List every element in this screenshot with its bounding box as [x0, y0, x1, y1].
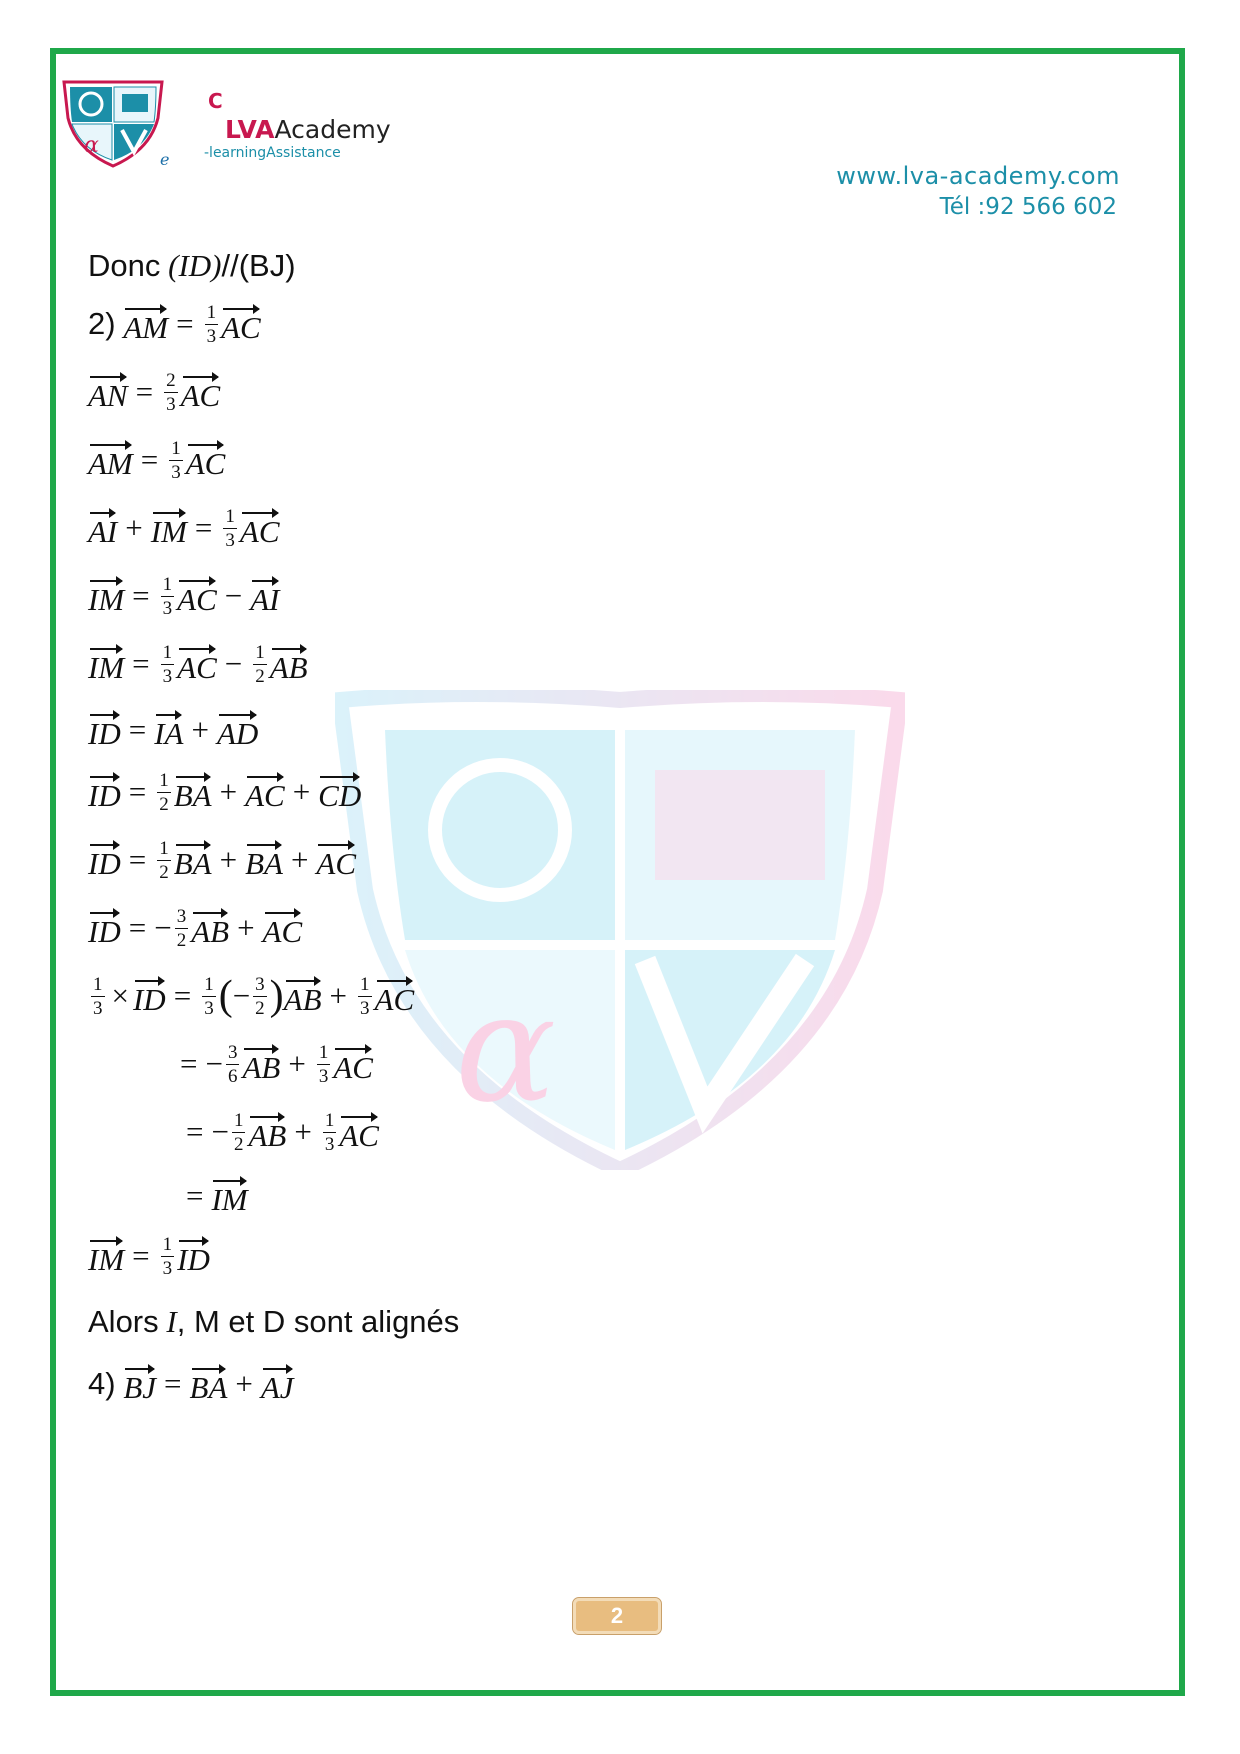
vector-ac: AC	[339, 1110, 379, 1154]
fraction: $\frac{3}{2}$	[255, 973, 265, 1019]
svg-text:α: α	[84, 133, 99, 158]
brand-academy: Academy	[274, 115, 391, 144]
fraction: $\frac{1}{2}$	[159, 769, 169, 815]
label-2: 2)	[88, 306, 116, 341]
fraction: $\frac{3}{2}$	[176, 905, 187, 951]
vector-ac: AC	[333, 1042, 373, 1086]
vector-ac: AC	[375, 974, 415, 1018]
vector-ac: AC	[263, 906, 303, 950]
brand-e: e	[160, 150, 170, 169]
vector-cd: CD	[318, 770, 361, 814]
vector-ba: BA	[245, 838, 283, 882]
vector-id: ID	[88, 906, 121, 950]
lva-shield-logo-icon	[58, 78, 168, 168]
vector-id: ID	[88, 708, 121, 752]
math-line-12: $\frac{1}{3}$ × ID = $\frac{1}{3}$ ( − $\frac{3}{2}$ ) AB + $\frac{1}{3}$ AC	[93, 973, 415, 1019]
vector-im: IM	[151, 506, 187, 550]
expr-i: I	[166, 1304, 177, 1339]
contact-block	[836, 162, 1120, 220]
fraction: $\frac{1}{3}$	[324, 1109, 335, 1155]
fraction: $\frac{3}{6}$	[227, 1041, 238, 1087]
svg-text:α: α	[455, 962, 557, 1136]
vector-ac: AC	[177, 642, 217, 686]
fraction: $\frac{2}{3}$	[166, 369, 176, 415]
label-4: 4)	[88, 1366, 116, 1401]
vector-ai: AI	[88, 506, 117, 550]
vector-ad: AD	[217, 708, 258, 752]
math-line-11: ID = − $\frac{3}{2}$ AB + AC	[88, 905, 303, 951]
math-line-14: = − $\frac{1}{2}$ AB + $\frac{1}{3}$ AC	[186, 1109, 379, 1155]
vector-ba: BA	[174, 838, 212, 882]
vector-bj: BJ	[123, 1362, 156, 1406]
vector-aj: AJ	[261, 1362, 294, 1406]
watermark-shield-icon	[335, 690, 905, 1170]
math-line-4: AM = $\frac{1}{3}$ AC	[88, 437, 226, 483]
math-line-8: ID = IA + AD	[88, 708, 258, 752]
fraction: $\frac{1}{3}$	[360, 973, 370, 1019]
math-line-13: = − $\frac{3}{6}$ AB + $\frac{1}{3}$ AC	[180, 1041, 373, 1087]
vector-id: ID	[133, 974, 166, 1018]
fraction: $\frac{1}{2}$	[255, 641, 265, 687]
vector-ab: AB	[248, 1110, 286, 1154]
fraction: $\frac{1}{2}$	[233, 1109, 244, 1155]
vector-id: ID	[177, 1234, 210, 1278]
vector-ab: AB	[284, 974, 322, 1018]
fraction: $\frac{1}{3}$	[318, 1041, 329, 1087]
vector-im: IM	[88, 642, 124, 686]
website-link[interactable]: www.lva-academy.com	[836, 162, 1120, 190]
phone-number: Tél :92 566 602	[939, 194, 1117, 220]
vector-ab: AB	[270, 642, 308, 686]
vector-ab: AB	[191, 906, 229, 950]
fraction: $\frac{1}{3}$	[206, 301, 217, 347]
math-line-7: IM = $\frac{1}{3}$ AC − $\frac{1}{2}$ AB	[88, 641, 308, 687]
text-bj: //(BJ)	[221, 248, 296, 283]
vector-an: AN	[88, 370, 128, 414]
brand-c: C	[208, 89, 223, 113]
vector-ac: AC	[186, 438, 226, 482]
vector-am: AM	[88, 438, 133, 482]
vector-id: ID	[88, 838, 121, 882]
vector-im: IM	[88, 1234, 124, 1278]
brand-tagline: -learningAssistance	[204, 145, 341, 161]
brand-lva: LVA	[225, 115, 275, 144]
vector-im: IM	[88, 574, 124, 618]
text-donc: Donc	[88, 248, 161, 283]
vector-ac: AC	[177, 574, 217, 618]
vector-ac: AC	[181, 370, 221, 414]
math-line-18: 4) BJ = BA + AJ	[88, 1362, 294, 1406]
math-line-2: 2) AM = $\frac{1}{3}$ AC	[88, 301, 261, 347]
expr-id: (ID)	[168, 248, 222, 283]
math-line-9: ID = $\frac{1}{2}$ BA + AC + CD	[88, 769, 362, 815]
fraction: $\frac{1}{3}$	[162, 573, 173, 619]
math-line-15: = IM	[186, 1174, 248, 1218]
vector-ba: BA	[174, 770, 212, 814]
fraction: $\frac{1}{3}$	[93, 973, 103, 1019]
vector-ia: IA	[154, 708, 183, 752]
vector-ac: AC	[316, 838, 356, 882]
text-alignes: , M et D sont alignés	[176, 1304, 460, 1339]
fraction: $\frac{1}{2}$	[159, 837, 169, 883]
vector-im: IM	[211, 1174, 247, 1218]
text-alors: Alors	[88, 1304, 159, 1339]
vector-ac: AC	[245, 770, 285, 814]
vector-ac: AC	[240, 506, 280, 550]
math-line-17	[88, 1304, 459, 1340]
vector-ab: AB	[242, 1042, 280, 1086]
fraction: $\frac{1}{3}$	[162, 641, 173, 687]
fraction: $\frac{1}{3}$	[204, 973, 214, 1019]
brand-name	[225, 115, 391, 144]
vector-id: ID	[88, 770, 121, 814]
math-line-5: AI + IM = $\frac{1}{3}$ AC	[88, 505, 280, 551]
fraction: $\frac{1}{3}$	[171, 437, 181, 483]
vector-ai: AI	[250, 574, 279, 618]
fraction: $\frac{1}{3}$	[225, 505, 235, 551]
math-line-1	[88, 248, 296, 284]
vector-ba: BA	[190, 1362, 228, 1406]
math-line-10: ID = $\frac{1}{2}$ BA + BA + AC	[88, 837, 357, 883]
math-line-3: AN = $\frac{2}{3}$ AC	[88, 369, 221, 415]
vector-ac: AC	[221, 302, 261, 346]
math-line-16: IM = $\frac{1}{3}$ ID	[88, 1233, 210, 1279]
fraction: $\frac{1}{3}$	[162, 1233, 173, 1279]
math-line-6: IM = $\frac{1}{3}$ AC − AI	[88, 573, 280, 619]
page-number-badge: 2	[573, 1598, 661, 1634]
vector-am: AM	[123, 302, 168, 346]
